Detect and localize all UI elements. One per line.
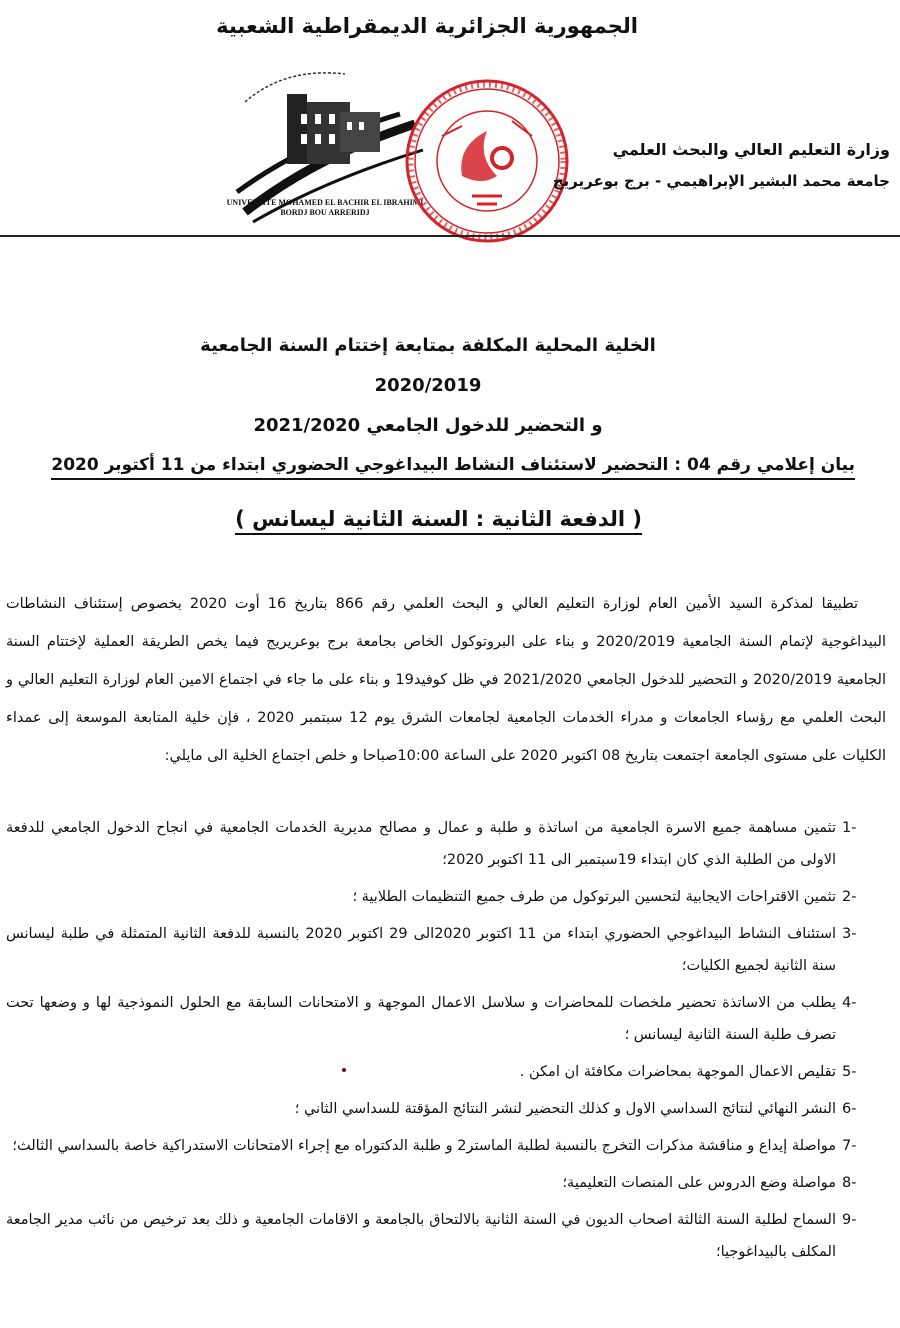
republic-heading: الجمهورية الجزائرية الديمقراطية الشعبية <box>216 14 638 38</box>
list-item <box>6 987 886 1051</box>
list-item-number: -8 <box>842 1175 857 1191</box>
logo-caption <box>226 198 424 218</box>
logo-caption-line2: BORDJ BOU ARRERIDJ <box>280 208 370 217</box>
decisions-list <box>6 812 886 1273</box>
list-item <box>6 1093 886 1125</box>
list-item-number: -5 <box>842 1064 857 1080</box>
list-item <box>6 1130 886 1162</box>
list-item <box>6 1167 886 1199</box>
list-item <box>6 1204 886 1268</box>
notice-title: بيان إعلامي رقم 04 : التحضير لاستئناف النشاط البيداغوجي الحضوري ابتداء من 11 أكتوبر 2020 <box>51 453 855 480</box>
list-item <box>6 1056 886 1088</box>
cell-title <box>148 326 708 446</box>
list-item-number: -3 <box>842 926 857 942</box>
list-item <box>6 812 886 876</box>
list-item-number: -9 <box>842 1212 857 1228</box>
list-item-text: يطلب من الاساتذة تحضير ملخصات للمحاضرات و سلاسل الاعمال الموجهة و الامتحانات السابقة مع الحلول النموذجية لها و وضعها تحت تصرف طلبة السنة الثانية ليسانس ؛ <box>6 995 836 1043</box>
list-item-number: -4 <box>842 995 857 1011</box>
list-item-text: السماح لطلبة السنة الثالثة اصحاب الديون في السنة الثانية بالالتحاق بالجامعة و الاقامات الجامعية و ذلك بعد ترخيص من نائب مدير الجامعة المكلف بالبيداغوجيا؛ <box>6 1212 836 1260</box>
official-stamp-icon <box>402 76 572 246</box>
list-item-text: تثمين الاقتراحات الايجابية لتحسين البرتوكول من طرف جميع التنظيمات الطلابية ؛ <box>352 889 836 905</box>
list-item-text: مواصلة وضع الدروس على المنصات التعليمية؛ <box>562 1175 836 1191</box>
header-divider <box>0 235 900 237</box>
list-item <box>6 881 886 913</box>
list-item-text: تثمين مساهمة جميع الاسرة الجامعية من اساتذة و طلبة و عمال و مصالح مديرية الخدمات الجامعية في انجاح الدخول الجامعي للدفعة الاولى من الطلبة الذي كان ابتداء 19سبتمبر الى 11 اكتوبر 2020؛ <box>6 820 836 868</box>
logo-caption-line1: UNIVERSITE MOHAMED EL BACHIR EL IBRAHIMI <box>226 198 424 207</box>
batch-subtitle: ( الدفعة الثانية : السنة الثانية ليسانس ) <box>235 505 642 535</box>
ministry-heading: وزارة التعليم العالي والبحث العلمي <box>612 140 890 159</box>
ink-dot <box>342 1068 346 1072</box>
list-item-number: -2 <box>842 889 857 905</box>
list-item <box>6 918 886 982</box>
cell-title-line2: و التحضير للدخول الجامعي 2021/2020 <box>253 415 603 436</box>
list-item-number: -6 <box>842 1101 857 1117</box>
university-heading: جامعة محمد البشير الإبراهيمي - برج بوعريريج <box>552 172 890 190</box>
list-item-text: استئناف النشاط البيداغوجي الحضوري ابتداء من 11 اكتوبر 2020الى 29 اكتوبر 2020 بالنسبة للدفعة الثانية المتمثلة في طلبة ليسانس سنة الثانية لجميع الكليات؛ <box>6 926 836 974</box>
list-item-text: تقليص الاعمال الموجهة بمحاضرات مكافئة ان امكن . <box>519 1064 836 1080</box>
list-item-text: مواصلة إيداع و مناقشة مذكرات التخرج بالنسبة لطلبة الماستر2 و طلبة الدكتوراه مع إجراء الامتحانات الاستدراكية خاصة بالسداسي الثالث؛ <box>12 1138 836 1154</box>
list-item-number: -1 <box>842 820 857 836</box>
list-item-text: النشر النهائي لنتائج السداسي الاول و كذلك التحضير لنشر النتائج المؤقتة للسداسي الثاني ؛ <box>294 1101 836 1117</box>
list-item-number: -7 <box>842 1138 857 1154</box>
intro-paragraph: تطبيقا لمذكرة السيد الأمين العام لوزارة التعليم العالي و البحث العلمي رقم 866 بتاريخ 16 أوت 2020 بخصوص إستئناف النشاطات البيداغوجية لإتمام السنة الجامعية 2020/2019 و بناء على البروتوكول الخاص بجامعة برج بوعريريج فيما يخص الطريقة العملية لإختتام السنة الجامعية 2020/2019 و التحضير للدخول الجامعي 2021/2020 في ظل كوفيد19 و بناء على ما جاء في اجتماع الامين العام لوزارة التعليم العالي و البحث العلمي مع رؤساء الجامعات و مدراء الخدمات الجامعية لجامعات الشرق يوم 12 سبتمبر 2020 ، فإن خلية المتابعة الموسعة إلى عمداء الكليات على مستوى الجامعة اجتمعت بتاريخ 08 اكتوبر 2020 على الساعة 10:00صباحا و خلص اجتماع الخلية الى مايلي: <box>6 596 886 764</box>
cell-title-line1: الخلية المحلية المكلفة بمتابعة إختتام السنة الجامعية 2020/2019 <box>200 335 656 396</box>
